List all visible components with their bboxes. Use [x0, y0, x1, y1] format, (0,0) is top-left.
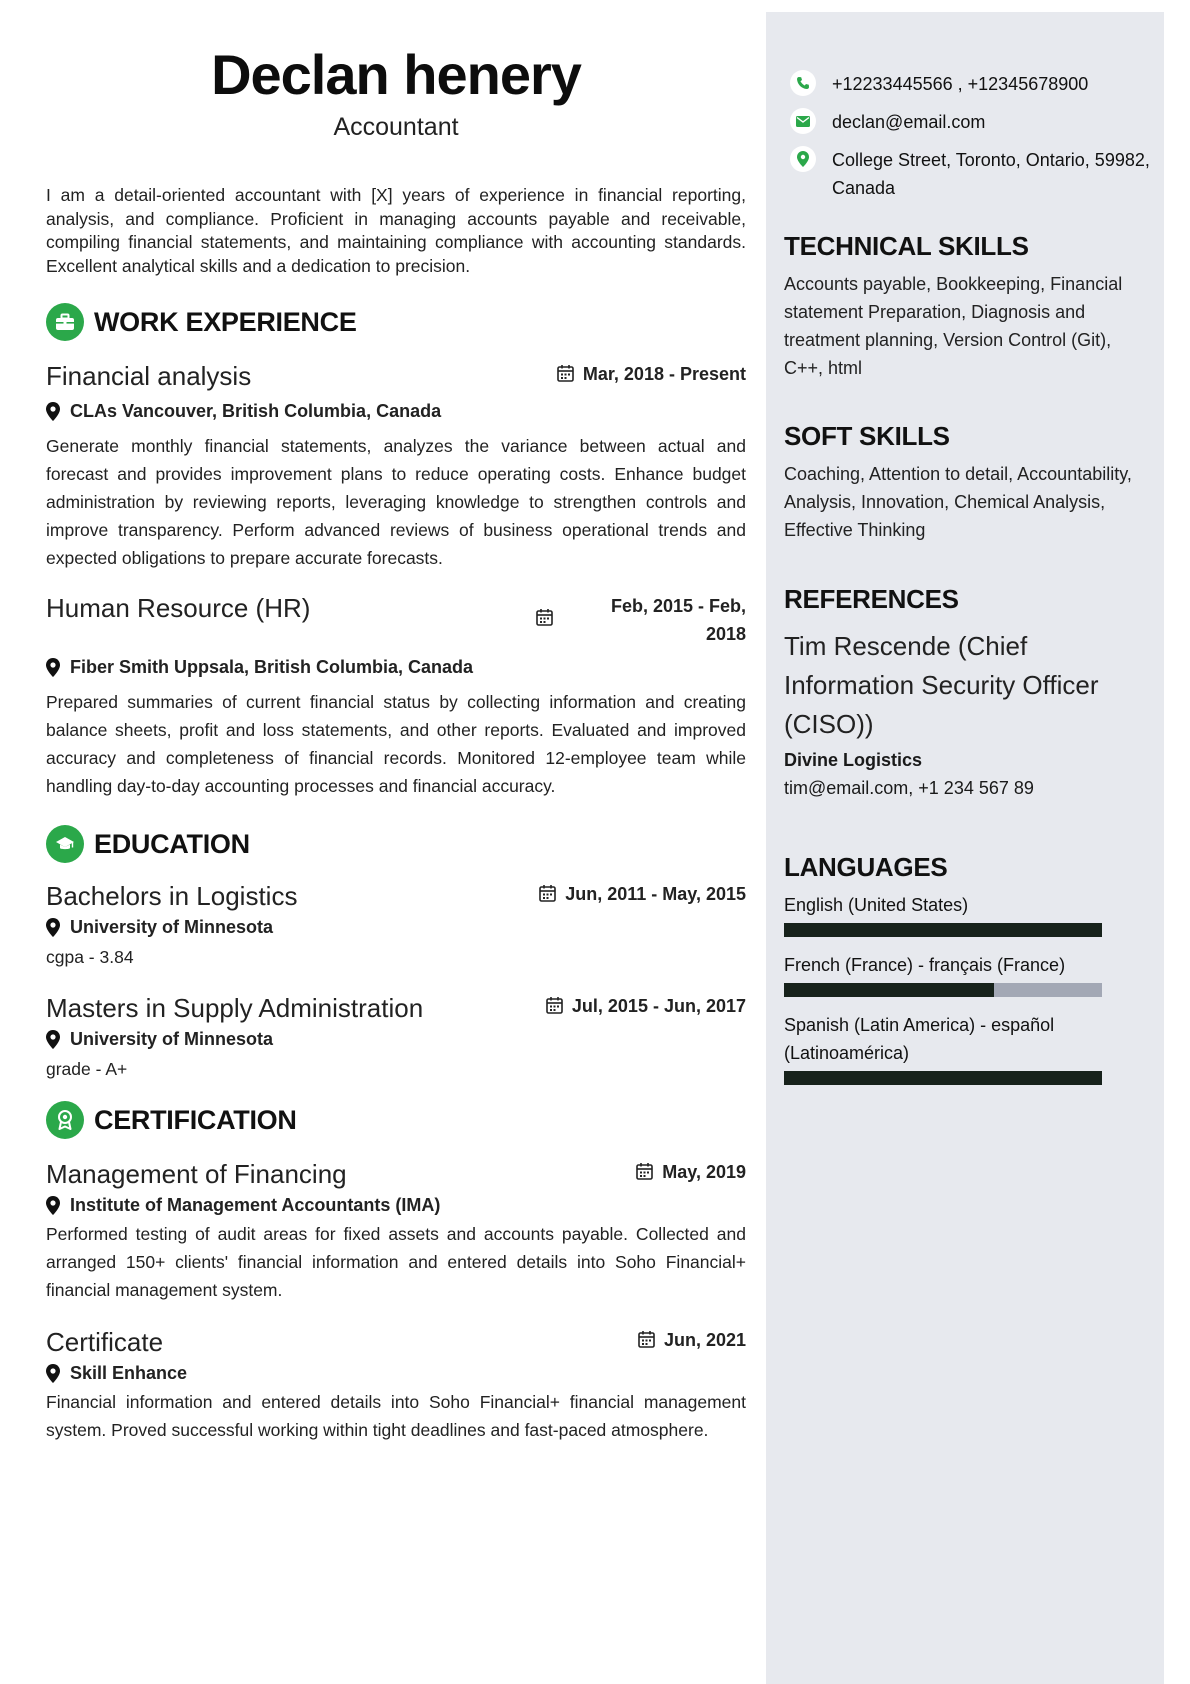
education-heading: [46, 824, 746, 864]
education-entry: [46, 880, 746, 970]
contact-email: [790, 108, 1150, 136]
entry-grade: cgpa - 3.84: [46, 947, 134, 967]
entry-date: [536, 592, 746, 648]
work-experience-heading: [46, 302, 746, 342]
location-text: CLAs Vancouver, British Columbia, Canada: [70, 401, 442, 421]
soft-skills-section: [784, 420, 1150, 544]
location-pin-icon: [46, 1030, 60, 1049]
briefcase-icon: [46, 303, 84, 341]
calendar-icon: [539, 884, 556, 902]
location-text: Skill Enhance: [70, 1363, 188, 1383]
date-text: Feb, 2015 - Feb, 2018: [610, 596, 746, 644]
location-pin-icon: [46, 1364, 60, 1383]
calendar-icon: [557, 364, 574, 382]
section-title: LANGUAGES: [784, 852, 948, 882]
language-label: English (United States): [784, 895, 969, 915]
section-title: EDUCATION: [94, 828, 250, 859]
contact-address: [790, 146, 1150, 202]
language-label: French (France) - français (France): [784, 955, 1066, 975]
profile-summary: I am a detail-oriented accountant with [X] years of experience in financial reporting, analysis, and compliance. Proficient in managing accounts payable and receivable, compiling financial statements, and maintaining compliance with accounting standards. Excellent analytical skills and a dedication to precision.: [46, 185, 746, 276]
language-label: Spanish (Latin America) - español (Latinoamérica): [784, 1015, 1055, 1063]
job-title: Accountant: [333, 113, 459, 141]
technical-skills-section: [784, 230, 1150, 382]
date-text: Mar, 2018 - Present: [582, 364, 746, 384]
email-text: declan@email.com: [832, 112, 986, 132]
entry-date: [539, 880, 746, 908]
location-text: University of Minnesota: [70, 917, 274, 937]
entry-description: Prepared summaries of current financial status by collecting information and creating balance sheets, profit and loss statements, and other reports. Evaluated and improved accuracy and completeness of financial records. Monitored 12-employee team while handling day-to-day accounting processes and financial accuracy.: [46, 692, 746, 796]
phone-icon: [790, 70, 816, 96]
location-pin-icon: [46, 1196, 60, 1215]
entry-location: [46, 1360, 746, 1386]
location-pin-icon: [46, 918, 60, 937]
map-pin-icon: [790, 146, 816, 172]
candidate-name: Declan henery: [211, 43, 581, 106]
entry-date: [636, 1158, 746, 1186]
entry-date: [638, 1326, 746, 1354]
reference-contact: tim@email.com, +1 234 567 89: [784, 778, 1034, 798]
entry-title: Bachelors in Logistics: [46, 881, 298, 911]
section-title: SOFT SKILLS: [784, 421, 950, 451]
reference-organization: Divine Logistics: [784, 750, 923, 770]
entry-location: [46, 654, 746, 680]
contact-phone: [790, 70, 1150, 98]
address-text: College Street, Toronto, Ontario, 59982, Canada: [832, 150, 1150, 198]
certification-entry: [46, 1326, 746, 1444]
calendar-icon: [636, 1162, 653, 1180]
date-text: Jul, 2015 - Jun, 2017: [571, 996, 746, 1016]
date-text: Jun, 2021: [663, 1330, 746, 1350]
entry-title: Financial analysis: [46, 361, 252, 391]
calendar-icon: [536, 608, 553, 626]
entry-location: [46, 398, 746, 424]
certification-heading: [46, 1100, 746, 1140]
work-entry: [46, 360, 746, 572]
language-item: [784, 951, 1150, 997]
entry-date: [557, 360, 746, 388]
entry-title: Certificate: [46, 1327, 164, 1357]
date-text: Jun, 2011 - May, 2015: [565, 884, 746, 904]
language-level-fill: [784, 1071, 1102, 1085]
location-text: Institute of Management Accountants (IMA): [70, 1195, 441, 1215]
entry-description: Generate monthly financial statements, analyzes the variance between actual and forecast and provides improvement plans to reduce operating costs. Enhance budget administration by reviewing reports, leveraging knowledge to strengthen controls and improve transparency. Perform advanced reviews of business operational trends and expected obligations to prepare accurate forecasts.: [46, 436, 746, 568]
section-title: WORK EXPERIENCE: [94, 306, 357, 337]
language-level-bar: [784, 1071, 1102, 1085]
section-title: REFERENCES: [784, 584, 959, 614]
section-title: TECHNICAL SKILLS: [784, 231, 1029, 261]
award-icon: [46, 1101, 84, 1139]
entry-location: [46, 914, 746, 940]
language-item: [784, 891, 1150, 937]
phone-text: +12233445566 , +12345678900: [832, 74, 1089, 94]
entry-grade: grade - A+: [46, 1059, 128, 1079]
reference-name: Tim Rescende (Chief Information Security Officer (CISO)): [784, 631, 1099, 739]
entry-title: Masters in Supply Administration: [46, 993, 424, 1023]
entry-description: Performed testing of audit areas for fixed assets and accounts payable. Collected and arranged 150+ clients' financial information and entered details into Soho Financial+ financial management system.: [46, 1224, 746, 1300]
entry-description: Financial information and entered details into Soho Financial+ financial management system. Proved successful working within tight deadlines and fast-paced atmosphere.: [46, 1392, 746, 1440]
language-level-fill: [784, 983, 994, 997]
certification-entry: [46, 1158, 746, 1304]
language-level-fill: [784, 923, 1102, 937]
location-pin-icon: [46, 402, 60, 421]
language-level-bar: [784, 923, 1102, 937]
location-text: University of Minnesota: [70, 1029, 274, 1049]
main-column: [46, 40, 746, 1444]
education-entry: [46, 992, 746, 1082]
work-entry: [46, 592, 746, 800]
location-pin-icon: [46, 658, 60, 677]
languages-section: [784, 851, 1150, 1099]
calendar-icon: [546, 996, 563, 1014]
contact-list: [790, 70, 1150, 212]
references-section: [784, 583, 1150, 802]
section-title: CERTIFICATION: [94, 1104, 297, 1135]
entry-title: Management of Financing: [46, 1159, 347, 1189]
entry-location: [46, 1192, 746, 1218]
entry-title: Human Resource (HR): [46, 593, 311, 623]
technical-skills-list: Accounts payable, Bookkeeping, Financial statement Preparation, Diagnosis and treatment planning, Version Control (Git), C++, html: [784, 274, 1123, 378]
language-level-bar: [784, 983, 1102, 997]
language-item: [784, 1011, 1150, 1085]
calendar-icon: [638, 1330, 655, 1348]
sidebar: [766, 12, 1164, 1684]
graduation-cap-icon: [46, 825, 84, 863]
location-text: Fiber Smith Uppsala, British Columbia, Canada: [70, 657, 474, 677]
mail-icon: [790, 108, 816, 134]
entry-date: [546, 992, 746, 1020]
soft-skills-list: Coaching, Attention to detail, Accountability, Analysis, Innovation, Chemical Analysis, Effective Thinking: [784, 464, 1132, 540]
date-text: May, 2019: [662, 1162, 746, 1182]
entry-location: [46, 1026, 746, 1052]
